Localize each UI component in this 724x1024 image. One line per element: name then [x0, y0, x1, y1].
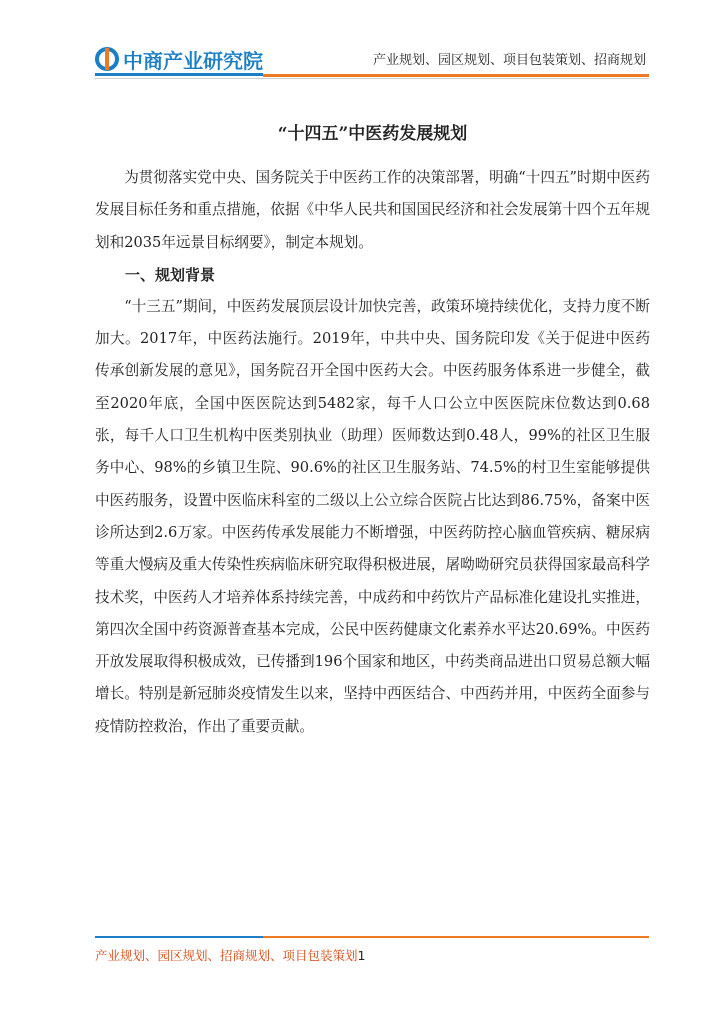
footer-text: 产业规划、园区规划、招商规划、项目包装策划 — [95, 948, 358, 963]
footer-rule-blue — [95, 936, 263, 938]
header-rule-blue — [95, 73, 263, 76]
footer-rule-orange — [263, 936, 649, 938]
page-footer — [95, 946, 365, 964]
logo-icon — [95, 47, 119, 71]
document-title: “十四五”中医药发展规划 — [277, 124, 468, 144]
document-body — [95, 120, 650, 743]
section-heading: 一、规划背景 — [125, 265, 216, 284]
page-number: 1 — [357, 948, 366, 963]
intro-paragraph: 为贯彻落实党中央、国务院关于中医药工作的决策部署，明确“十四五”时期中医药发展目标任务和重点措施，依据《中华人民共和国国民经济和社会发展第十四个五年规划和2035年远景目标纲要》，制定本规划。 — [95, 169, 650, 251]
header-rule-orange — [263, 74, 649, 77]
section-paragraph: “十三五”期间，中医药发展顶层设计加快完善，政策环境持续优化，支持力度不断加大。2017年，中医药法施行。2019年，中共中央、国务院印发《关于促进中医药传承创新发展的意见》，国务院召开全国中医药大会。中医药服务体系进一步健全，截至2020年底，全国中医医院达到5482家，每千人口公立中医医院床位数达到0.68张，每千人口卫生机构中医类别执业（助理）医师数达到0.48人，99%的社区卫生服务中心、98%的乡镇卫生院、90.6%的社区卫生服务站、74.5%的村卫生室能够提供中医药服务，设置中医临床科室的二级以上公立综合医院占比达到86.75%，备案中医诊所达到2.6万家。中医药传承发展能力不断增强，中医药防控心脑血管疾病、糖尿病等重大慢病及重大传染性疾病临床研究取得积极进展，屠呦呦研究员获得国家最高科学技术奖，中医药人才培养体系持续完善，中成药和中药饮片产品标准化建设扎实推进，第四次全国中药资源普查基本完成，公民中医药健康文化素养水平达20.69%。中医药开放发展取得积极成效，已传播到196个国家和地区，中药类商品进出口贸易总额大幅增长。特别是新冠肺炎疫情发生以来，坚持中西医结合、中西药并用，中医药全面参与疫情防控救治，作出了重要贡献。 — [95, 297, 650, 735]
page-header — [0, 0, 724, 90]
header-rule-thin — [95, 78, 649, 79]
logo — [95, 44, 263, 74]
logo-text: 中商产业研究院 — [123, 48, 263, 73]
header-tagline: 产业规划、园区规划、项目包装策划、招商规划 — [372, 53, 646, 68]
